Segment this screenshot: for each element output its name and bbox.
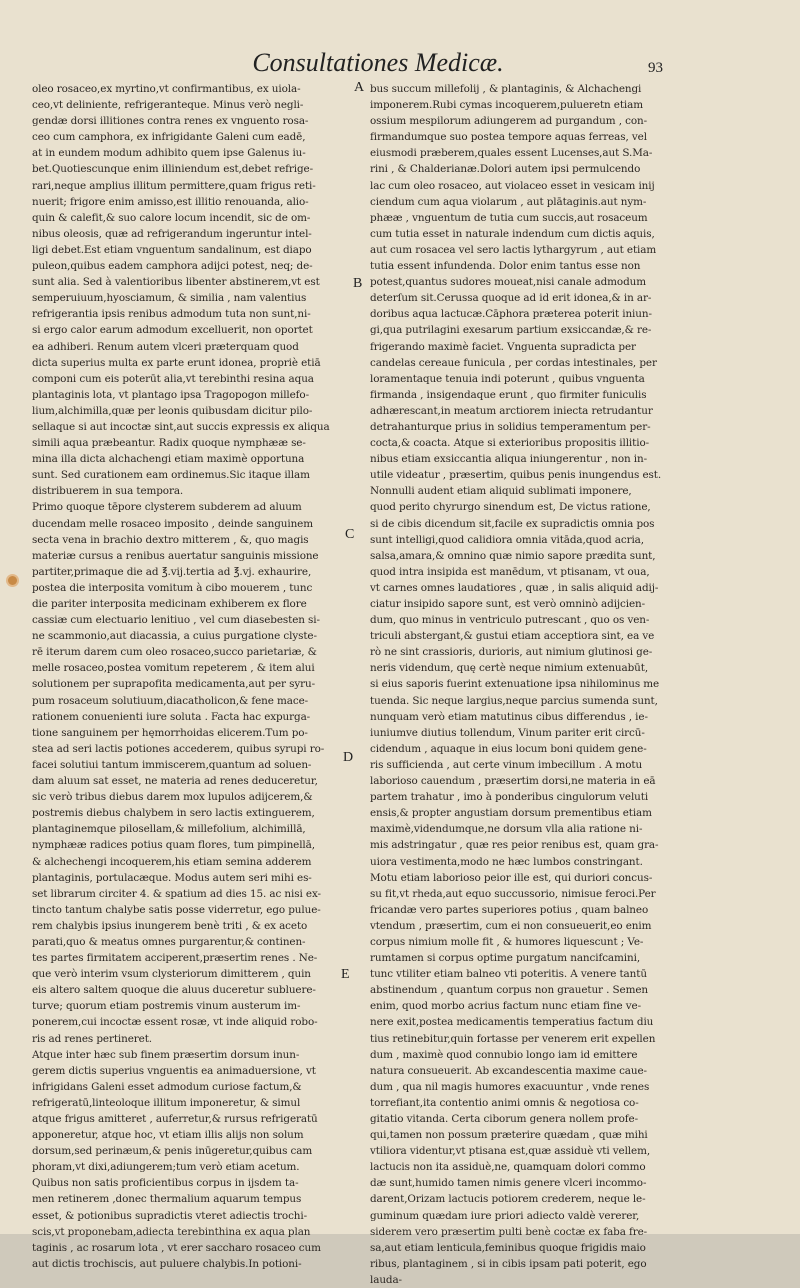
text-line: dum, quo minus in ventriculo putrescant , quo os ven- — [370, 614, 650, 627]
text-line: Motu etiam laborioso peior ille est, qui duriori concus- — [370, 871, 653, 884]
text-line: si eius saporis fuerint extenuatione ipsa nihilominus me — [370, 678, 660, 691]
text-line: esset, & potionibus supradictis vteret adiectis trochi- — [32, 1209, 308, 1222]
text-line: tutia essent infundenda. Dolor enim tantus esse non — [370, 260, 641, 273]
text-line: vt carnes omnes laudatiores , quæ , in salis aliquid adij- — [370, 581, 659, 594]
text-line: ciendum cum aqua violarum , aut plātaginis.aut nym- — [370, 195, 647, 208]
text-line: Nonnulli audent etiam aliquid sublimati imponere, — [370, 485, 632, 498]
text-line: ossium mespilorum adiungerem ad purgandum , con- — [370, 115, 648, 128]
text-line: enim, quod morbo acrius factum nunc etiam fine ve- — [370, 1000, 642, 1013]
text-line: sa,aut etiam lenticula,feminibus quoque frigidis maio — [370, 1241, 646, 1254]
right-text-column — [370, 81, 688, 1286]
text-line: nunquam verò etiam matutinus cibus differendus , ie- — [370, 710, 648, 723]
text-line: candelas cereaue funicula , per cordas intestinales, per — [370, 356, 657, 369]
text-line: parati,quo & meatus omnes purgarentur,& continen- — [32, 935, 306, 948]
text-line: cum tutia esset in naturale indendum cum dictis aquis, — [370, 227, 655, 240]
text-line: semperuiuum,hyosciamum, & similia , nam valentius — [32, 292, 307, 305]
text-line: taginis , ac rosarum lota , vt erer saccharo rosaceo cum — [32, 1241, 321, 1254]
text-line: utile videatur , præsertim, quibus penis inungendus est. — [370, 469, 662, 482]
text-line: corpus nimium molle fit , & humores liquescunt ; Ve- — [370, 935, 644, 948]
text-line: eiusmodi præberem,quales essent Lucenses,aut S.Ma- — [370, 147, 653, 160]
text-line: eis altero saltem quoque die aluus duceretur subluere- — [32, 984, 316, 997]
text-line: sunt. Sed curationem eam ordinemus.Sic itaque illam — [32, 469, 310, 482]
section-marker-b: B — [353, 276, 363, 291]
text-line: aut cum rosacea vel sero lactis lythargyrum , aut etiam — [370, 243, 657, 256]
text-line: salsa,amara,& omnino quæ nimio sapore prædita sunt, — [370, 549, 656, 562]
text-line: Primo quoque tēpore clysterem subderem ad aluum — [32, 501, 302, 514]
text-line: vtendum , præsertim, cum ei non consueuerit,eo enim — [370, 919, 652, 932]
text-line: dum , qua nil magis humores exacuuntur , vnde renes — [370, 1080, 650, 1093]
text-line: qui,tamen non possum præterire quædam , quæ mihi — [370, 1129, 648, 1142]
text-line: quod intra insipida est manēdum, vt ptisanam, vt oua, — [370, 565, 650, 578]
text-line: rationem conuenienti iure soluta . Facta hac expurga- — [32, 710, 311, 723]
text-line: sellaque si aut incoctæ sint,aut succis expressis ex aliqua — [32, 420, 330, 433]
text-line: pum rosaceum solutiuum,diacatholicon,& fene mace- — [32, 694, 309, 707]
text-line: lac cum oleo rosaceo, aut violaceo esset in vesicam inij — [370, 179, 655, 192]
text-line: potest,quantus sudores moueat,nisi canale admodum — [370, 276, 646, 289]
ornament-icon — [8, 576, 17, 585]
text-line: rem chalybis ipsius inungerem benè triti , & ex aceto — [32, 919, 308, 932]
text-line: sunt alia. Sed à valentioribus libenter abstinerem,vt est — [32, 276, 320, 289]
text-line: tunc vtiliter etiam balneo vti poteritis. A venere tantū — [370, 968, 647, 981]
text-line: darent,Orizam lactucis potiorem crederem, neque le- — [370, 1193, 646, 1206]
text-line: set librarum circiter 4. & spatium ad dies 15. ac nisi ex- — [32, 887, 321, 900]
text-line: quod perito chyrurgo sinendum est, De victus ratione, — [370, 501, 651, 514]
text-line: gendæ dorsi illitiones contra renes ex vnguento rosa- — [32, 115, 309, 128]
text-line: sunt intelligi,quod calidiora omnia vitāda,quod acria, — [370, 533, 644, 546]
text-line: lactucis non ita assiduè,ne, quamquam dolori commo — [370, 1161, 646, 1174]
text-line: fricandæ vero partes superiores potius , quam balneo — [370, 903, 649, 916]
text-line: ducendam melle rosaceo imposito , deinde sanguinem — [32, 517, 313, 530]
text-line: vtiliora videntur,vt ptisana est,quæ assiduè vti vellem, — [370, 1145, 651, 1158]
text-line: nuerit; frigore enim amisso,est illitio renouanda, alio- — [32, 195, 309, 208]
text-line: rò ne sint crassioris, durioris, aut nimium glutinosi ge- — [370, 646, 653, 659]
text-line: adhærescant,in meatum arctiorem iniecta retrudantur — [370, 404, 653, 417]
text-line: stea ad seri lactis potiones accederem, quibus syrupi ro- — [32, 742, 325, 755]
text-line: torrefiant,ita contentio animi omnis & negotiosa co- — [370, 1096, 639, 1109]
text-line: & alchechengi incoquerem,his etiam semina adderem — [32, 855, 312, 868]
text-line: ponerem,cui incoctæ essent rosæ, vt inde aliquid robo- — [32, 1016, 318, 1029]
text-line: simili aqua præbeantur. Radix quoque nymphææ se- — [32, 437, 306, 450]
section-marker-a: A — [354, 80, 365, 95]
text-line: uiora vestimenta,modo ne hæc lumbos constringant. — [370, 855, 643, 868]
text-line: mis adstringatur , quæ res peior renibus est, quam gra- — [370, 839, 659, 852]
section-marker-e: E — [341, 967, 350, 982]
text-line: ceo,vt deliniente, refrigeranteque. Minus verò negli- — [32, 99, 304, 112]
text-line: loramentaque tenuia indi poterunt , quibus vnguenta — [370, 372, 645, 385]
text-line: rē iterum darem cum oleo rosaceo,succo parietariæ, & — [32, 646, 317, 659]
section-marker-d: D — [343, 750, 354, 765]
text-line: ligi debet.Est etiam vnguentum sandalinum, est diapo — [32, 243, 312, 256]
text-line: refrigerantia ipsis renibus admodum tuta non sunt,ni- — [32, 308, 311, 321]
text-line: Atque inter hæc sub finem præsertim dorsum inun- — [32, 1048, 300, 1061]
text-line: facei solutiui tantum immiscerem,quantum ad soluen- — [32, 758, 312, 771]
text-line: bus succum millefolij , & plantaginis, & Alchachengi — [370, 83, 642, 95]
text-line: ris ad renes pertineret. — [32, 1032, 152, 1045]
text-line: neris videndum, quę certè neque nimium extenuabūt, — [370, 662, 649, 675]
text-line: tincto tantum chalybe satis posse viderretur, ego pulue- — [32, 903, 321, 916]
text-line: cassiæ cum electuario lenitiuo , vel cum diasebesten si- — [32, 614, 320, 627]
text-line: su fit,vt rheda,aut equo succussorio, nimisue feroci.Per — [370, 887, 656, 900]
text-line: bet.Quotiescunque enim illiniendum est,debet refrige- — [32, 163, 313, 176]
text-line: dæ sunt,humido tamen nimis genere vlceri incommo- — [370, 1177, 647, 1190]
text-line: tius retinebitur,quin fortasse per venerem erit expellen — [370, 1032, 656, 1045]
text-line: phoram,vt dixi,adiungerem;tum verò etiam acetum. — [32, 1161, 300, 1174]
text-line: gitatio vitanda. Certa ciborum genera nollem profe- — [370, 1113, 638, 1125]
text-line: tes partes firmitatem acciperent,præsertim renes . Ne- — [32, 952, 318, 965]
text-line: ciatur insipido sapore sunt, est verò omninò adijcien- — [370, 598, 646, 610]
text-line: men retinerem ,donec thermalium aquarum tempus — [32, 1193, 302, 1206]
text-line: scis,vt proponebam,adiecta terebinthina ex aqua plan — [32, 1225, 311, 1238]
text-line: gerem dictis superius vnguentis ea animaduersione, vt — [32, 1064, 316, 1077]
text-line: imponerem.Rubi cymas incoquerem,pulueretn etiam — [370, 99, 644, 112]
text-line: nibus oleosis, quæ ad refrigerandum ingeruntur intel- — [32, 227, 312, 240]
text-line: triculi abstergant,& gustui etiam acceptiora sint, ea ve — [370, 630, 655, 643]
text-line: componi cum eis poterūt alia,vt terebinthi resina aqua — [32, 372, 314, 385]
text-line: detrahanturque prius in solidius temperamentum per- — [370, 420, 651, 433]
text-line: rari,neque amplius illitum permittere,quam frigus reti- — [32, 179, 316, 192]
text-line: plantaginis lota, vt plantago ipsa Tragopogon millefo- — [32, 388, 309, 401]
text-line: apponeretur, atque hoc, vt etiam illis alijs non solum — [32, 1129, 304, 1142]
text-line: infrigidans Galeni esset admodum curiose factum,& — [32, 1080, 302, 1093]
text-line: refrigeratū,linteoloque illitum imponeretur, & simul — [32, 1096, 301, 1109]
text-line: ea adhiberi. Renum autem vlceri præterquam quod — [32, 340, 299, 353]
text-line: postremis diebus chalybem in sero lactis extinguerem, — [32, 807, 315, 820]
text-line: firmandumque suo postea tempore aquas ferreas, vel — [370, 131, 647, 144]
text-line: aut dictis trochiscis, aut puluere chalybis.In potioni- — [32, 1257, 302, 1270]
text-line: atque frigus amitteret , auferretur,& rursus refrigeratū — [32, 1113, 318, 1125]
text-line: nibus etiam exsiccantia aliqua iniungerentur , non in- — [370, 453, 648, 466]
text-line: lium,alchimilla,quæ per leonis quibusdam dicitur pilo- — [32, 404, 313, 417]
text-line: si de cibis dicendum sit,facile ex supradictis omnia pos — [370, 517, 655, 530]
text-line: ribus, plantaginem , si in cibis ipsam pati poterit, ego — [370, 1257, 647, 1270]
text-line: sic verò tribus diebus darem mox lupulos adijcerem,& — [32, 791, 313, 804]
text-line: dicta superius multa ex parte erunt idonea, propriè etiā — [32, 356, 321, 369]
text-line: partem trahatur , imo à ponderibus cingulorum veluti — [370, 791, 649, 804]
text-line: que verò interim vsum clysteriorum dimitterem , quin — [32, 968, 311, 981]
text-line: guminum quædam iure priori adiecto valdè vererer, — [370, 1209, 640, 1222]
text-line: materiæ cursus a renibus auertatur sanguinis missione — [32, 549, 319, 562]
text-line: doribus aqua lactucæ.Cāphora præterea poterit iniun- — [370, 308, 652, 321]
text-line: ceo cum camphora, ex infrigidante Galeni cum eadē, — [32, 131, 306, 144]
text-line: at in eundem modum adhibito quem ipse Galenus iu- — [32, 147, 306, 160]
left-text-column — [32, 81, 348, 1270]
running-title: Consultationes Medicæ. — [252, 48, 504, 77]
text-line: nere exit,postea medicamentis temperatius factum diu — [370, 1016, 654, 1029]
text-line: deterſum sit.Cerussa quoque ad id erit idonea,& in ar- — [370, 292, 652, 305]
text-line: solutionem per suprapofita medicamenta,aut per syru- — [32, 678, 315, 691]
text-line: distribuerem in sua tempora. — [32, 485, 184, 498]
text-line: plantaginis, portulacæque. Modus autem seri mihi es- — [32, 871, 312, 884]
text-line: ne scammonio,aut diacassia, a cuius purgatione clyste- — [32, 630, 317, 643]
text-line: abstinendum , quantum corpus non grauetur . Semen — [370, 984, 648, 997]
page-number: 93 — [648, 60, 663, 76]
text-line: secta vena in brachio dextro mitterem , &, quo magis — [32, 533, 309, 546]
text-line: postea die interposita vomitum à cibo mouerem , tunc — [32, 581, 313, 594]
text-line: ris sufficienda , aut certe vinum imbecillum . A motu — [370, 758, 643, 771]
section-marker-c: C — [345, 527, 355, 542]
text-line: cocta,& coacta. Atque si exterioribus propositis illitio- — [370, 437, 650, 450]
text-line: puleon,quibus eadem camphora adijci potest, neq; de- — [32, 260, 313, 273]
text-line: phææ , vnguentum de tutia cum succis,aut rosaceum — [370, 211, 648, 224]
text-line: quin & calefit,& suo calore locum incendit, sic de om- — [32, 211, 311, 224]
text-line: dum , maximè quod connubio longo iam id emittere — [370, 1048, 638, 1061]
text-line: Quibus non satis proficientibus corpus in ijsdem ta- — [32, 1177, 299, 1190]
text-line: dam aluum sat esset, ne materia ad renes deduceretur, — [32, 775, 318, 788]
text-line: ensis,& propter angustiam dorsum prementibus etiam — [370, 807, 652, 820]
text-line: firmanda , insigendaque erunt , quo firmiter funiculis — [370, 388, 647, 401]
text-line: iuniumve diutius tollendum, Vinum pariter erit circū- — [370, 726, 645, 739]
text-line: melle rosaceo,postea vomitum repeterem , & item alui — [32, 662, 315, 675]
text-line: tuenda. Sic neque largius,neque parcius sumenda sunt, — [370, 694, 658, 707]
text-line: natura consueuerit. Ab excandescentia maxime caue- — [370, 1064, 647, 1077]
text-line: siderem vero præsertim pulti benè coctæ ex faba fre- — [370, 1225, 648, 1238]
text-line: laborioso cauendum , præsertim dorsi,ne materia in eā — [370, 775, 656, 788]
text-line: maximè,videndumque,ne dorsum vlla alia ratione ni- — [370, 823, 643, 836]
text-line: lauda- — [370, 1273, 402, 1286]
text-line: dorsum,sed perinæum,& penis inūgeretur,quibus cam — [32, 1145, 313, 1158]
text-line: mina illa dicta alchachengi etiam maximè opportuna — [32, 453, 305, 466]
text-line: nymphææ radices potius quam flores, tum pimpinellā, — [32, 839, 315, 852]
text-line: die pariter interposita medicinam exhiberem ex flore — [32, 598, 307, 610]
text-line: tione sanguinem per hęmorrhoidas elicerem.Tum po- — [32, 726, 308, 739]
text-line: rini , & Chalderianæ.Dolori autem ipsi permulcendo — [370, 163, 641, 176]
text-line: rumtamen si corpus optime purgatum nancifcamini, — [370, 952, 641, 965]
text-line: plantaginemque pilosellam,& millefolium, alchimillā, — [32, 823, 306, 836]
text-line: gi,qua putrilagini exesarum partium exsiccandæ,& re- — [370, 324, 652, 337]
text-line: oleo rosaceo,ex myrtino,vt confirmantibus, ex uiola- — [32, 83, 301, 95]
text-line: turve; quorum etiam postremis vinum austerum im- — [32, 1000, 301, 1013]
text-line: si ergo calor earum admodum excelluerit, non oportet — [32, 324, 313, 337]
text-line: cidendum , aquaque in eius locum boni quidem gene- — [370, 742, 647, 755]
text-line: frigerando maximè faciet. Vnguenta supradicta per — [370, 340, 636, 353]
text-line: partiter,primaque die ad ℥.vij.tertia ad ℥.vj. exhaurire, — [32, 565, 312, 578]
